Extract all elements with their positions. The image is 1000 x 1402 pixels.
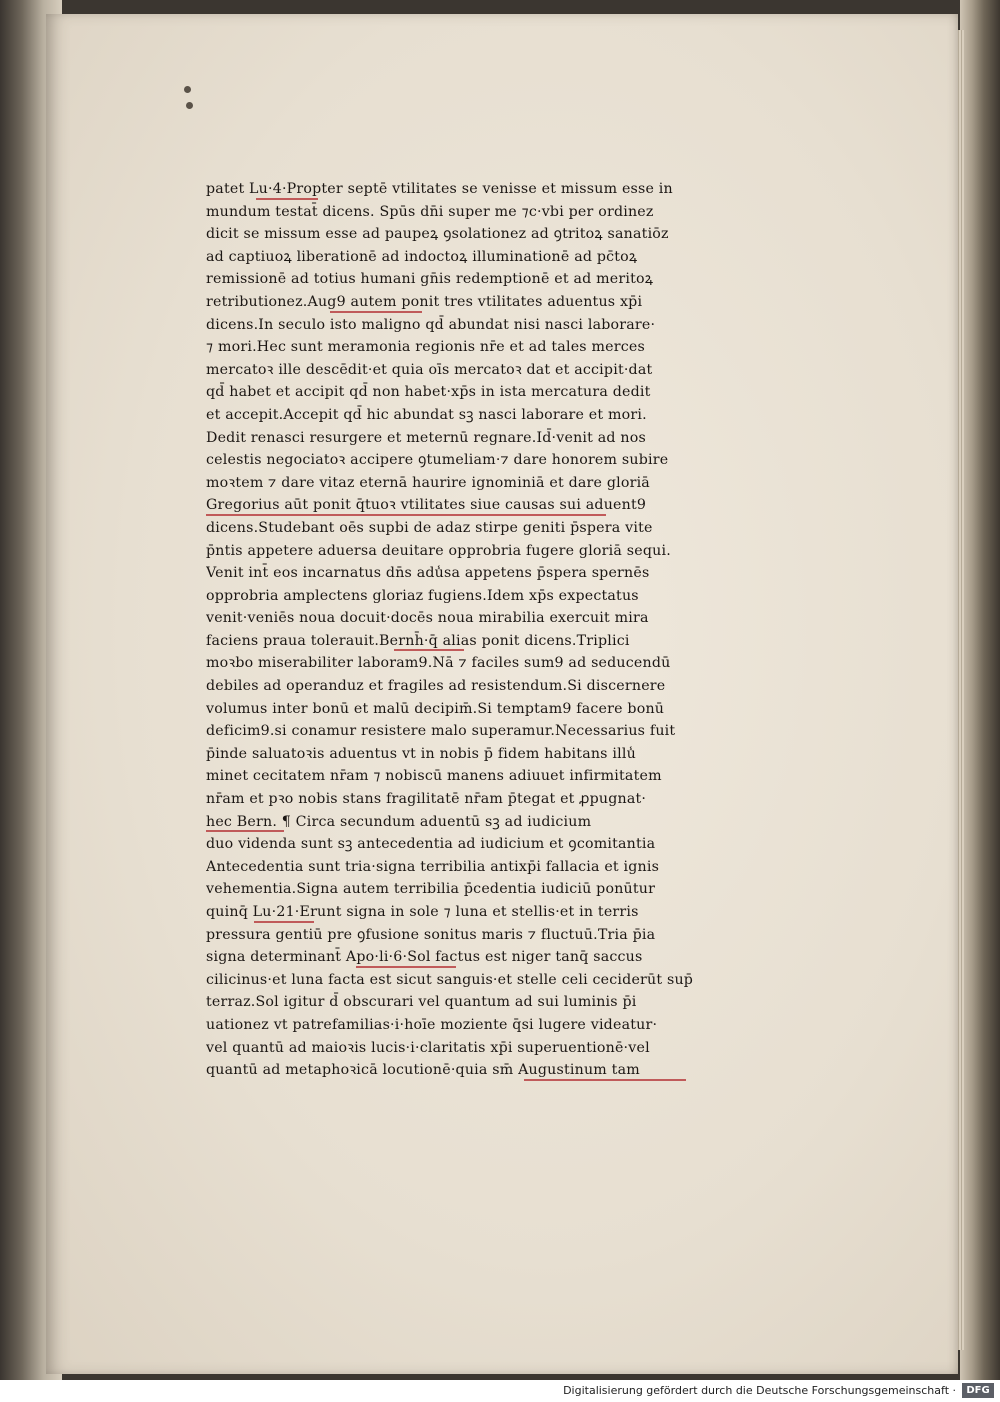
text-line: retributionez.Aug9 autem ponit tres vtilitates aduentus xp̄i	[206, 291, 766, 314]
text-line: quantū ad metaphoꝛicā locutionē·quia sm̄ Augustinum tam	[206, 1059, 766, 1082]
text-line: qd̄ habet et accipit qd̄ non habet·xp̄s in ista mercatura dedit	[206, 384, 651, 401]
book-binding-right	[960, 0, 1000, 1380]
text-line: uationez vt patrefamilias·i·hoīe moziente q̄si lugere videatur·	[206, 1016, 658, 1033]
page-hole-mark	[186, 102, 193, 109]
text-line: ad captiuoꝝ liberationē ad indoctoꝝ illuminationē ad pc̄toꝝ	[206, 248, 638, 265]
text-line: mercatoꝛ ille descēdit·et quia oīs mercatoꝛ dat et accipit·dat	[206, 361, 653, 378]
text-line: Dedit renasci resurgere et meternū regnare.Id̄·venit ad nos	[206, 429, 646, 446]
text-line: et accepit.Accepit qd̄ hic abundat sꝫ nasci laborare et mori.	[206, 406, 647, 423]
text-line: opprobria amplectens gloriaz fugiens.Idem xp̄s expectatus	[206, 587, 639, 604]
text-line: patet Lu·4·Propter septē vtilitates se venisse et missum esse in	[206, 178, 766, 201]
dfg-logo: DFG	[962, 1383, 994, 1398]
footer-bar	[0, 1380, 1000, 1402]
text-line: vehementia.Signa autem terribilia p̄cedentia iudiciū ponūtur	[206, 881, 656, 898]
text-line: pressura gentiū pre ꝯfusione sonitus maris ⁊ fluctuū.Tria p̄ia	[206, 926, 656, 943]
rubric-underline	[394, 649, 464, 651]
text-line: debiles ad operanduz et fragiles ad resistendum.Si discernere	[206, 678, 666, 695]
text-line: ⁊ mori.Hec sunt meramonia regionis nr̄e et ad tales merces	[206, 339, 645, 356]
rubric-underline	[254, 921, 314, 923]
footer-credit-text: Digitalisierung gefördert durch die Deutsche Forschungsgemeinschaft ·	[563, 1384, 956, 1397]
rubric-underline	[206, 514, 606, 516]
text-line: Gregorius aūt ponit q̄tuoꝛ vtilitates siue causas sui aduent9	[206, 494, 766, 517]
text-line: quinq̄ Lu·21·Erunt signa in sole ⁊ luna et stellis·et in terris	[206, 901, 766, 924]
text-line: nr̄am et pꝛo nobis stans fragilitatē nr̄am p̄tegat et ꝓpugnat·	[206, 791, 647, 808]
text-line: hec Bern. ¶ Circa secundum aduentū sꝫ ad iudicium	[206, 811, 766, 834]
text-line: dicens.In seculo isto maligno qd̄ abundat nisi nasci laborare·	[206, 316, 656, 333]
text-line: p̄ntis appetere aduersa deuitare opprobria fugere gloriā sequi.	[206, 542, 671, 559]
page-hole-mark	[184, 86, 191, 93]
text-line: cilicinus·et luna facta est sicut sanguis·et stelle celi ceciderūt sup̄	[206, 971, 694, 988]
rubric-underline	[524, 1079, 686, 1081]
text-line: moꝛbo miserabiliter laboram9.Nā ⁊ faciles sum9 ad seducendū	[206, 655, 671, 672]
text-line: Antecedentia sunt tria·signa terribilia antixp̄i fallacia et ignis	[206, 858, 660, 875]
rubric-underline	[256, 198, 318, 200]
text-line: remissionē ad totius humani gn̄is redemptionē et ad meritoꝝ	[206, 271, 654, 288]
text-line: minet cecitatem nr̄am ⁊ nobiscū manens adiuuet infirmitatem	[206, 768, 662, 785]
text-line: Venit int̄ eos incarnatus dn̄s adu̾sa appetens p̄spera spernēs	[206, 565, 650, 582]
text-line: venit·veniēs noua docuit·docēs noua mirabilia exercuit mira	[206, 610, 649, 627]
text-line: faciens praua tolerauit.Bernh̄·q̄ alias ponit dicens.Triplici	[206, 630, 766, 653]
text-line: mundum testat̄ dicens. Spūs dn̄i super me ⁊c·vbi per ordinez	[206, 203, 654, 220]
text-line: signa determinant̄ Apo·li·6·Sol factus est niger tanq̄ saccus	[206, 946, 766, 969]
text-line: duo videnda sunt sꝫ antecedentia ad iudicium et ꝯcomitantia	[206, 836, 656, 853]
printed-text-block	[206, 178, 766, 1082]
text-line: dicens.Studebant oēs supbi de adaz stirpe geniti p̄spera vite	[206, 519, 653, 536]
text-line: deficim9.si conamur resistere malo superamur.Necessarius fuit	[206, 723, 676, 740]
text-line: terraz.Sol igitur d̄ obscurari vel quantum ad sui luminis p̄i	[206, 994, 637, 1011]
rubric-underline	[356, 966, 456, 968]
text-line: volumus inter bonū et malū decipim̄.Si temptam9 facere bonū	[206, 700, 665, 717]
text-line: dicit se missum esse ad paupeꝝ ꝯsolationez ad ꝯtritoꝝ sanatiōz	[206, 226, 669, 243]
text-line: celestis negociatoꝛ accipere ꝯtumeliam·⁊ dare honorem subire	[206, 452, 669, 469]
text-line: moꝛtem ⁊ dare vitaz eternā haurire ignominiā et dare gloriā	[206, 474, 650, 491]
rubric-underline	[206, 830, 284, 832]
text-line: p̄inde saluatoꝛis aduentus vt in nobis p̄ fidem habitans illu̾	[206, 745, 636, 762]
text-line: vel quantū ad maioꝛis lucis·i·claritatis xp̄i superuentionē·vel	[206, 1039, 650, 1056]
rubric-underline	[330, 311, 422, 313]
